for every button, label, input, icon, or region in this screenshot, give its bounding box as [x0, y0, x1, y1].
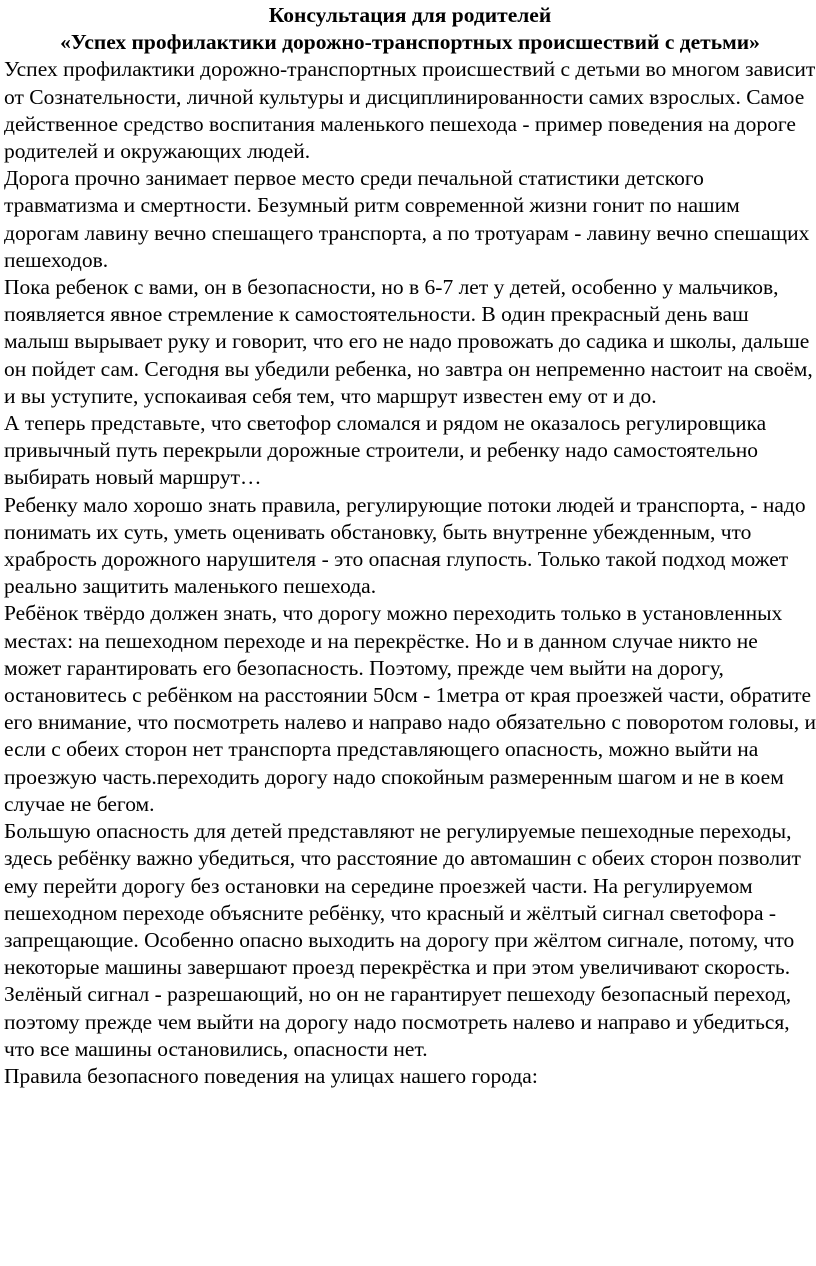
paragraph-5: Ребенку мало хорошо знать правила, регулирующие потоки людей и транспорта, - надо понимать их суть, уметь оценивать обстановку, быть внутренне убежденным, что храбрость дорожного нарушителя - это опасная глупость. Только такой подход может реально защитить маленького пешехода. — [4, 492, 806, 599]
paragraph-8: Правила безопасного поведения на улицах нашего города: — [4, 1063, 538, 1088]
paragraph-2: Дорога прочно занимает первое место среди печальной статистики детского травматизма и смертности. Безумный ритм современной жизни гонит по нашим дорогам лавину вечно спешащего транспорта, а по тротуарам - лавину вечно спешащих пешеходов. — [4, 166, 810, 272]
paragraph-3: Пока ребенок с вами, он в безопасности, но в 6-7 лет у детей, особенно у мальчиков, появляется явное стремление к самостоятельности. В один прекрасный день ваш малыш вырывает руку и говорит, что его не надо провожать до садика и школы, дальше он пойдет сам. Сегодня вы убедили ребенка, но завтра он непременно настоит на своём, и вы уступите, успокаивая себя тем, что маршрут известен ему от и до. — [4, 275, 813, 408]
title-line-2: «Успех профилактики дорожно-транспортных происшествий с детьми» — [60, 30, 760, 55]
paragraph-7: Большую опасность для детей представляют не регулируемые пешеходные переходы, здесь ребёнку важно убедиться, что расстояние до автомашин с обеих сторон позволит ему перейти дорогу без остановки на середине проезжей части. На регулируемом пешеходном переходе объясните ребёнку, что красный и жёлтый сигнал светофора - запрещающие. Особенно опасно выходить на дорогу при жёлтом сигнале, потому, что некоторые машины завершают проезд перекрёстка и при этом увеличивают скорость. Зелёный сигнал - разрешающий, но он не гарантирует пешеходу безопасный переход, поэтому прежде чем выйти на дорогу надо посмотреть налево и направо и убедиться, что все машины остановились, опасности нет. — [4, 819, 801, 1061]
title-line-1: Консультация для родителей — [268, 3, 552, 27]
paragraph-1: Успех профилактики дорожно-транспортных происшествий с детьми во многом зависит от Сознательности, личной культуры и дисциплинированности самих взрослых. Самое действенное средство воспитания маленького пешехода - пример поведения на дороге родителей и окружающих людей. — [4, 57, 816, 164]
paragraph-6: Ребёнок твёрдо должен знать, что дорогу можно переходить только в установленных местах: на пешеходном переходе и на перекрёстке. Но и в данном случае никто не может гарантировать его безопасность. Поэтому, прежде чем выйти на дорогу, остановитесь с ребёнком на расстоянии 50см - 1метра от края проезжей части, обратите его внимание, что посмотреть налево и направо надо обязательно с поворотом головы, и если с обеих сторон нет транспорта представляющего опасность, можно выйти на проезжую часть.переходить дорогу надо спокойным размеренным шагом и не в коем случае не бегом. — [4, 601, 816, 816]
paragraph-4: А теперь представьте, что светофор сломался и рядом не оказалось регулировщика привычный путь перекрыли дорожные строители, и ребенку надо самостоятельно выбирать новый маршрут… — [4, 411, 767, 490]
document-title — [4, 2, 816, 56]
